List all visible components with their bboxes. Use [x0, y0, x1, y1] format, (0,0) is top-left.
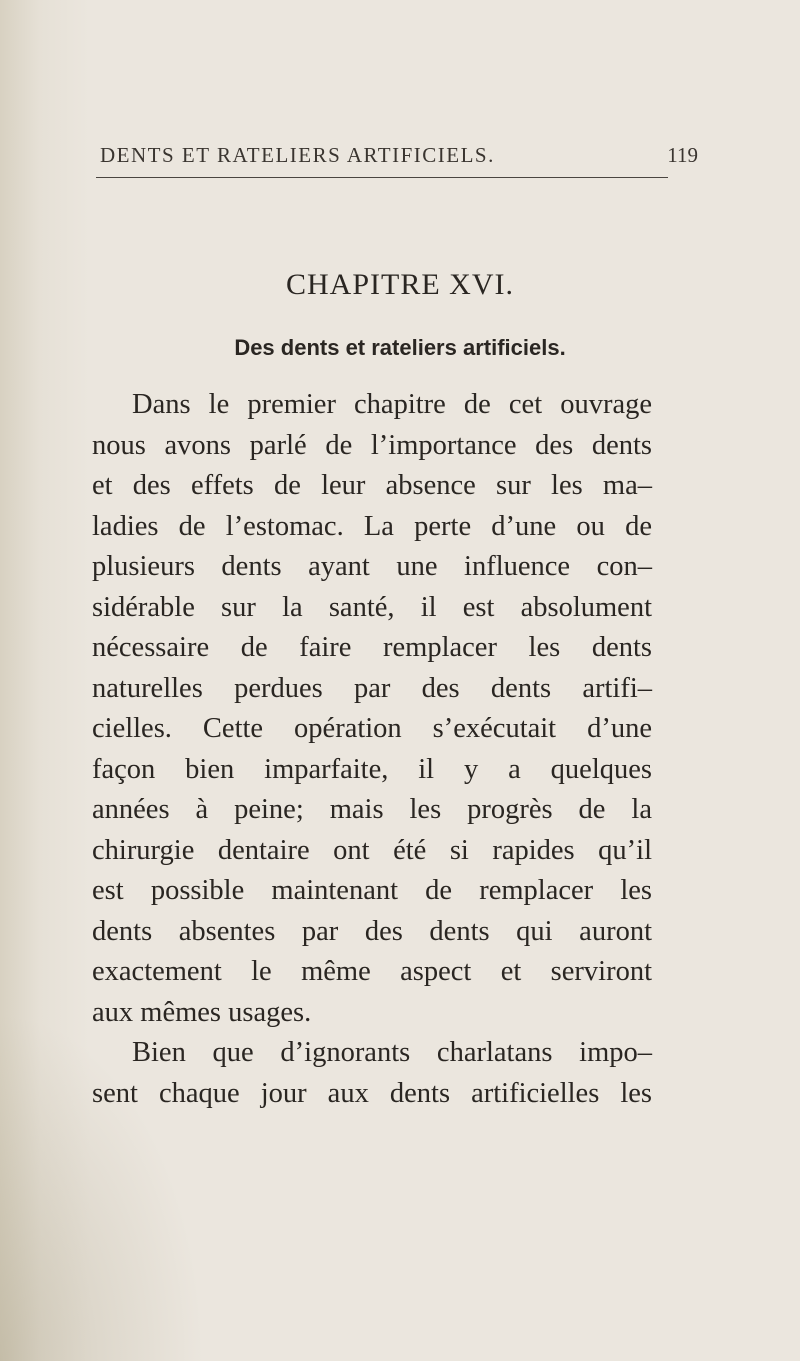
- text-line: aux mêmes usages.: [92, 996, 312, 1028]
- text-line: Dans le premier chapitre de cet ouvrage: [132, 389, 652, 420]
- text-line: chirurgie dentaire ont été si rapides qu’il: [92, 834, 652, 866]
- text-line: nous avons parlé de l’importance des dents: [92, 429, 652, 461]
- text-line: est possible maintenant de remplacer les: [92, 875, 652, 906]
- text-line: sidérable sur la santé, il est absolument: [92, 591, 652, 623]
- text-line: ladies de l’estomac. La perte d’une ou de: [92, 510, 652, 542]
- running-head: [90, 143, 730, 173]
- text-line: et des effets de leur absence sur les ma–: [92, 470, 652, 501]
- text-line: naturelles perdues par des dents artifi–: [92, 672, 652, 704]
- text-line: façon bien imparfaite, il y a quelques: [92, 753, 652, 785]
- text-line: sent chaque jour aux dents artificielles les: [92, 1077, 652, 1109]
- running-title: DENTS ET RATELIERS ARTIFICIELS.: [100, 143, 495, 167]
- body-text: [92, 385, 652, 1114]
- section-title: Des dents et rateliers artificiels.: [234, 335, 566, 360]
- text-line: exactement le même aspect et serviront: [92, 956, 652, 987]
- text-line: plusieurs dents ayant une influence con–: [92, 551, 652, 582]
- text-line: Bien que d’ignorants charlatans impo–: [132, 1037, 652, 1068]
- text-line: années à peine; mais les progrès de la: [92, 794, 652, 825]
- chapter-title: CHAPITRE XVI.: [286, 268, 514, 301]
- text-line: cielles. Cette opération s’exécutait d’une: [92, 713, 652, 744]
- text-line: nécessaire de faire remplacer les dents: [92, 632, 652, 663]
- text-line: dents absentes par des dents qui auront: [92, 915, 652, 947]
- page-number: 119: [667, 143, 698, 167]
- header-rule: [96, 177, 668, 178]
